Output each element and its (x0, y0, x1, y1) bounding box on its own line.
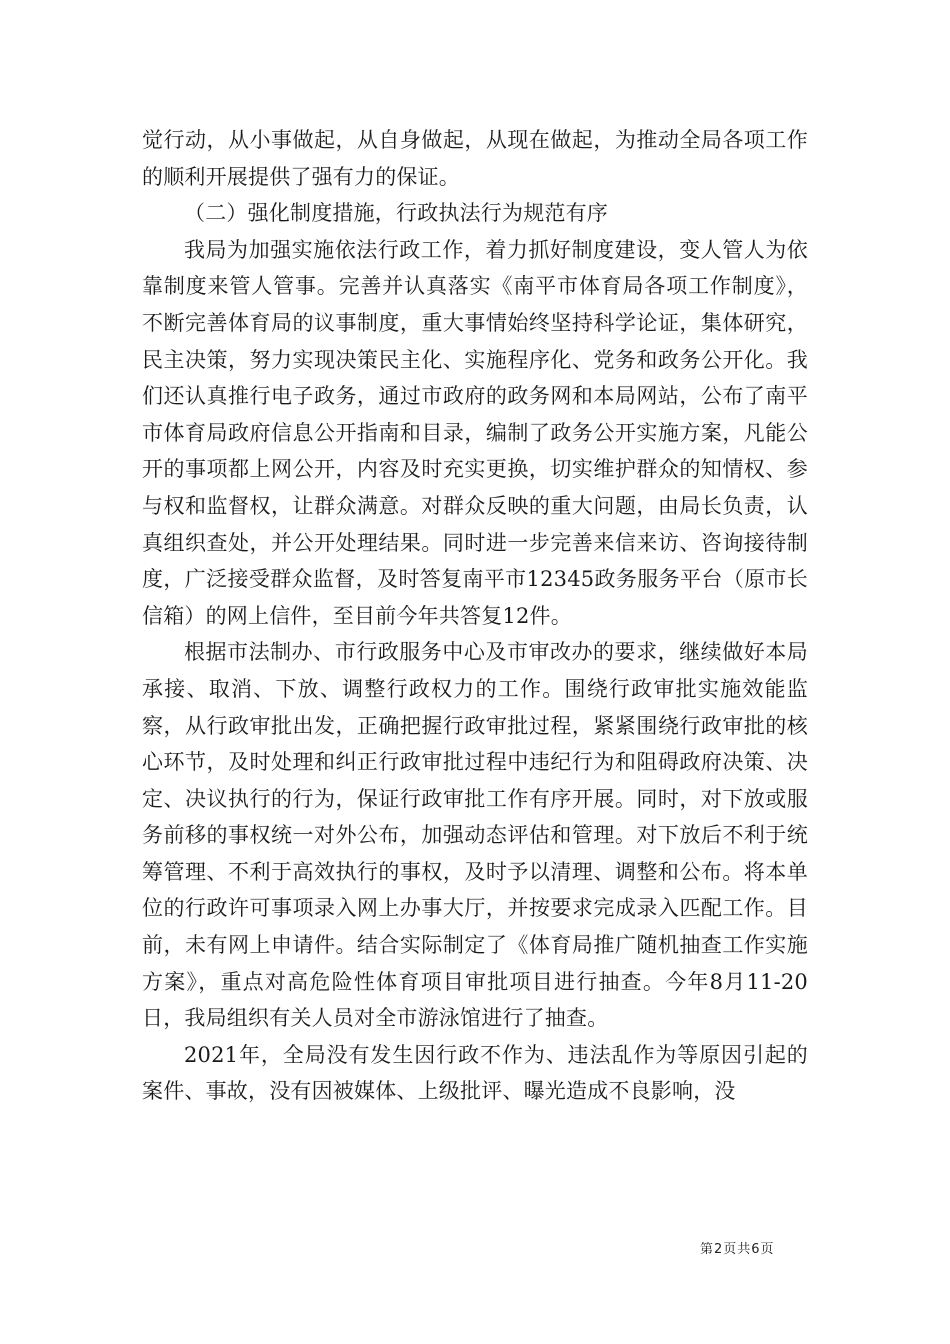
paragraph: 2021年，全局没有发生因行政不作为、违法乱作为等原因引起的案件、事故，没有因被媒体、上级批评、曝光造成不良影响，没 (142, 1042, 808, 1104)
document-body (142, 122, 808, 1110)
paragraph-continuation: 觉行动，从小事做起，从自身做起，从现在做起，为推动全局各项工作的顺利开展提供了强有力的保证。 (142, 128, 808, 189)
page-number-footer: 第2页共6页 (700, 1242, 775, 1257)
paragraph: 我局为加强实施依法行政工作，着力抓好制度建设，变人管人为依靠制度来管人管事。完善并认真落实《南平市体育局各项工作制度》，不断完善体育局的议事制度，重大事情始终坚持科学论证，集体研究，民主决策，努力实现决策民主化、实施程序化、党务和政务公开化。我们还认真推行电子政务，通过市政府的政务网和本局网站，公布了南平市体育局政府信息公开指南和目录，编制了政务公开实施方案，凡能公开的事项都上网公开，内容及时充实更换，切实维护群众的知情权、参与权和监督权，让群众满意。对群众反映的重大问题，由局长负责，认真组织查处，并公开处理结果。同时进一步完善来信来访、咨询接待制度，广泛接受群众监督，及时答复南平市12345政务服务平台（原市长信箱）的网上信件，至目前今年共答复12件。 (142, 237, 808, 628)
section-heading: （二）强化制度措施，行政执法行为规范有序 (184, 201, 608, 226)
paragraph: 根据市法制办、市行政服务中心及市审改办的要求，继续做好本局承接、取消、下放、调整行政权力的工作。围绕行政审批实施效能监察，从行政审批出发，正确把握行政审批过程，紧紧围绕行政审批的核心环节，及时处理和纠正行政审批过程中违纪行为和阻碍政府决策、决定、决议执行的行为，保证行政审批工作有序开展。同时，对下放或服务前移的事权统一对外公布，加强动态评估和管理。对下放后不利于统筹管理、不利于高效执行的事权，及时予以清理、调整和公布。将本单位的行政许可事项录入网上办事大厅，并按要求完成录入匹配工作。目前，未有网上申请件。结合实际制定了《体育局推广随机抽查工作实施方案》，重点对高危险性体育项目审批项目进行抽查。今年8月11-20日，我局组织有关人员对全市游泳馆进行了抽查。 (142, 640, 808, 1031)
